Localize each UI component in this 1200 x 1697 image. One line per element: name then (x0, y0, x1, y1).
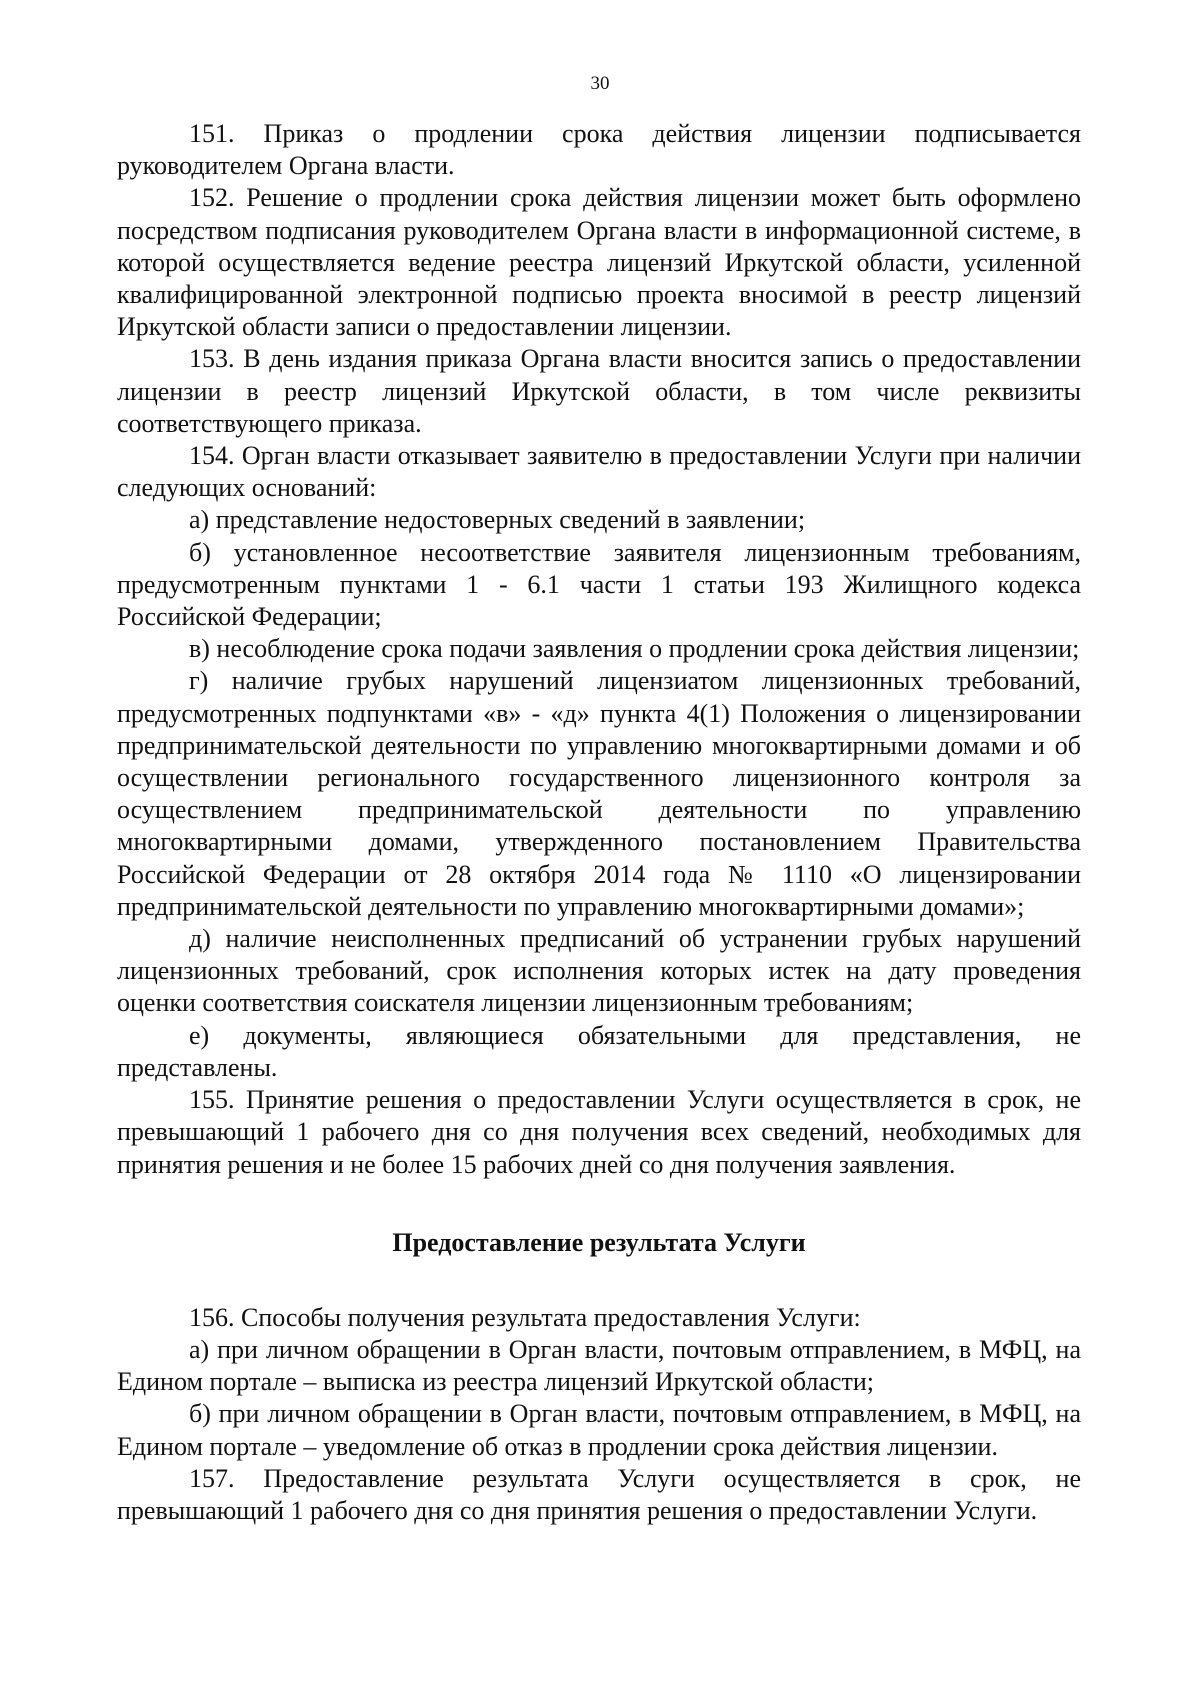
section-heading: Предоставление результата Услуги (392, 1227, 806, 1257)
paragraph-154-e: е) документы, являющиеся обязательными для представления, не представлены. (117, 1020, 1081, 1082)
paragraph-154-g: г) наличие грубых нарушений лицензиатом лицензионных требований, предусмотренных подпунктами «в» - «д» пункта 4(1) Положения о лицензировании предпринимательской деятельности по управлению многоквартирными домами и об осуществлении регионального государственного лицензионного контроля за осуществлением предпринимательской деятельности по управлению многоквартирными домами, утвержденного постановлением Правительства Российской Федерации от 28 октября 2014 года № 1110 «О лицензировании предпринимательской деятельности по управлению многоквартирными домами»; (117, 666, 1081, 921)
paragraph-151: 151. Приказ о продлении срока действия лицензии подписывается руководителем Органа власти. (117, 119, 1081, 181)
paragraph-154-a: а) представление недостоверных сведений в заявлении; (189, 505, 806, 535)
paragraph-154-b: б) установленное несоответствие заявителя лицензионным требованиям, предусмотренным пунктами 1 - 6.1 части 1 статьи 193 Жилищного кодекса Российской Федерации; (117, 537, 1081, 632)
paragraph-157: 157. Предоставление результата Услуги осуществляется в срок, не превышающий 1 рабочего дня со дня принятия решения о предоставлении Услуги. (117, 1463, 1081, 1525)
paragraph-154-v: в) несоблюдение срока подачи заявления о продлении срока действия лицензии; (189, 634, 1080, 664)
document-body (117, 118, 1081, 1527)
paragraph-153: 153. В день издания приказа Органа власти вносится запись о предоставлении лицензии в реестр лицензий Иркутской области, в том числе реквизиты соответствующего приказа. (117, 344, 1081, 438)
paragraph-156-b: б) при личном обращении в Орган власти, почтовым отправлением, в МФЦ, на Едином портале – уведомление об отказ в продлении срока действия лицензии. (117, 1399, 1081, 1461)
paragraph-155: 155. Принятие решения о предоставлении Услуги осуществляется в срок, не превышающий 1 рабочего дня со дня получения всех сведений, необходимых для принятия решения и не более 15 рабочих дней со дня получения заявления. (117, 1085, 1081, 1179)
paragraph-154-d: д) наличие неисполненных предписаний об устранении грубых нарушений лицензионных требований, срок исполнения которых истек на дату проведения оценки соответствия соискателя лицензии лицензионным требованиям; (117, 924, 1081, 1018)
paragraph-156: 156. Способы получения результата предоставления Услуги: (189, 1302, 861, 1332)
paragraph-152: 152. Решение о продлении срока действия лицензии может быть оформлено посредством подписания руководителем Органа власти в информационной системе, в которой осуществляется ведение реестра лицензий Иркутской области, усиленной квалифицированной электронной подписью проекта вносимой в реестр лицензий Иркутской области записи о предоставлении лицензии. (117, 183, 1081, 342)
paragraph-154: 154. Орган власти отказывает заявителю в предоставлении Услуги при наличии следующих оснований: (117, 441, 1081, 503)
paragraph-156-a: а) при личном обращении в Орган власти, почтовым отправлением, в МФЦ, на Едином портале – выписка из реестра лицензий Иркутской области; (117, 1334, 1081, 1397)
page-number: 30 (590, 73, 610, 94)
